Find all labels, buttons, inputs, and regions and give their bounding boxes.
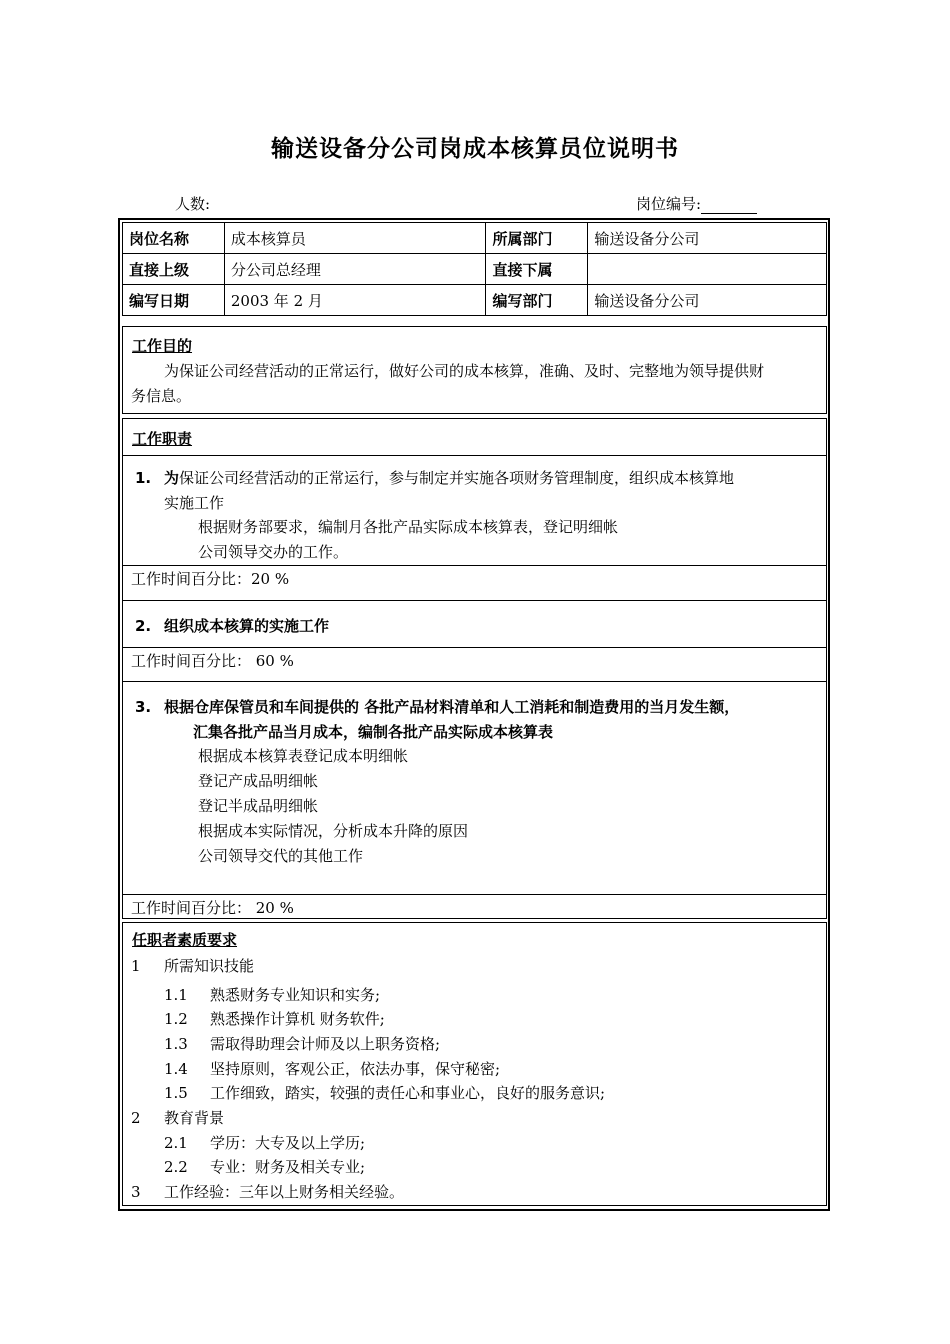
list-item: 公司领导交办的工作。 [198,543,349,561]
list-item: 登记半成品明细帐 [198,797,319,815]
req-2-label: 教育背景 [164,1109,225,1127]
list-item: 登记产成品明细帐 [198,772,319,790]
label-date: 编写日期 [123,285,225,316]
duty1-time-percent: 工作时间百分比：20 % [131,570,290,588]
label-post-name: 岗位名称 [123,223,225,254]
value-author-dept: 输送设备分公司 [588,285,827,316]
duty3-number: 3. [135,698,152,716]
duty1-heading [164,466,734,491]
divider [122,600,826,601]
headcount-label: 人数: [175,195,211,213]
table-row [123,254,827,285]
duties-title: 工作职责 [132,430,193,448]
list-item: 2.2 专业：财务及相关专业; [164,1158,366,1176]
table-row [123,223,827,254]
label-author-dept: 编写部门 [486,285,588,316]
value-post-name: 成本核算员 [224,223,486,254]
req-2-number: 2 [131,1109,141,1127]
duty2-number: 2. [135,617,152,635]
purpose-text-line1: 为保证公司经营活动的正常运行，做好公司的成本核算，准确、及时、完整地为领导提供财 [164,362,765,380]
table-row [123,285,827,316]
duty1-number: 1. [135,469,152,487]
label-department: 所属部门 [486,223,588,254]
list-item: 根据成本核算表登记成本明细帐 [198,747,409,765]
value-date: 2003 年 2 月 [224,285,486,316]
duty1-heading-line2: 实施工作 [164,494,225,512]
duty3-time-percent: 工作时间百分比： 20 % [131,899,294,917]
post-number-field [636,193,757,214]
divider [122,565,826,566]
list-item: 1.3 需取得助理会计师及以上职务资格; [164,1035,441,1053]
post-number-label: 岗位编号: [636,195,702,213]
header-table [122,222,827,316]
req-1-number: 1 [131,957,141,975]
divider [122,681,826,682]
value-superior: 分公司总经理 [224,254,486,285]
document-title: 输送设备分公司岗成本核算员位说明书 [271,136,679,162]
list-item: 根据成本实际情况，分析成本升降的原因 [198,822,469,840]
duty3-heading: 根据仓库保管员和车间提供的 各批产品材料清单和人工消耗和制造费用的当月发生额， [164,698,740,716]
list-item: 1.4 坚持原则，客观公正，依法办事，保守秘密; [164,1060,501,1078]
duty2-heading: 组织成本核算的实施工作 [164,617,330,635]
divider [122,647,826,648]
label-superior: 直接上级 [123,254,225,285]
list-item: 1.1 熟悉财务专业知识和实务; [164,986,381,1004]
label-subordinate: 直接下属 [486,254,588,285]
purpose-title: 工作目的 [132,337,193,355]
duty3-heading-line2: 汇集各批产品当月成本，编制各批产品实际成本核算表 [193,723,554,741]
list-item: 1.5 工作细致，踏实，较强的责任心和事业心，良好的服务意识; [164,1084,606,1102]
requirements-title: 任职者素质要求 [132,931,238,949]
value-department: 输送设备分公司 [588,223,827,254]
req-3-label: 工作经验：三年以上财务相关经验。 [164,1183,405,1201]
req-1-label: 所需知识技能 [164,957,255,975]
purpose-text-line2: 务信息。 [131,387,192,405]
duty1-heading-rest: 保证公司经营活动的正常运行，参与制定并实施各项财务管理制度，组织成本核算地 [179,469,735,487]
post-number-blank [701,199,757,214]
value-subordinate [588,254,827,285]
divider [122,455,826,456]
req-3-number: 3 [131,1183,141,1201]
list-item: 2.1 学历：大专及以上学历; [164,1134,366,1152]
duty1-heading-bold: 为 [164,469,180,487]
list-item: 根据财务部要求，编制月各批产品实际成本核算表，登记明细帐 [198,518,619,536]
list-item: 公司领导交代的其他工作 [198,847,364,865]
duty2-time-percent: 工作时间百分比： 60 % [131,652,294,670]
divider [122,894,826,895]
list-item: 1.2 熟悉操作计算机 财务软件; [164,1010,385,1028]
